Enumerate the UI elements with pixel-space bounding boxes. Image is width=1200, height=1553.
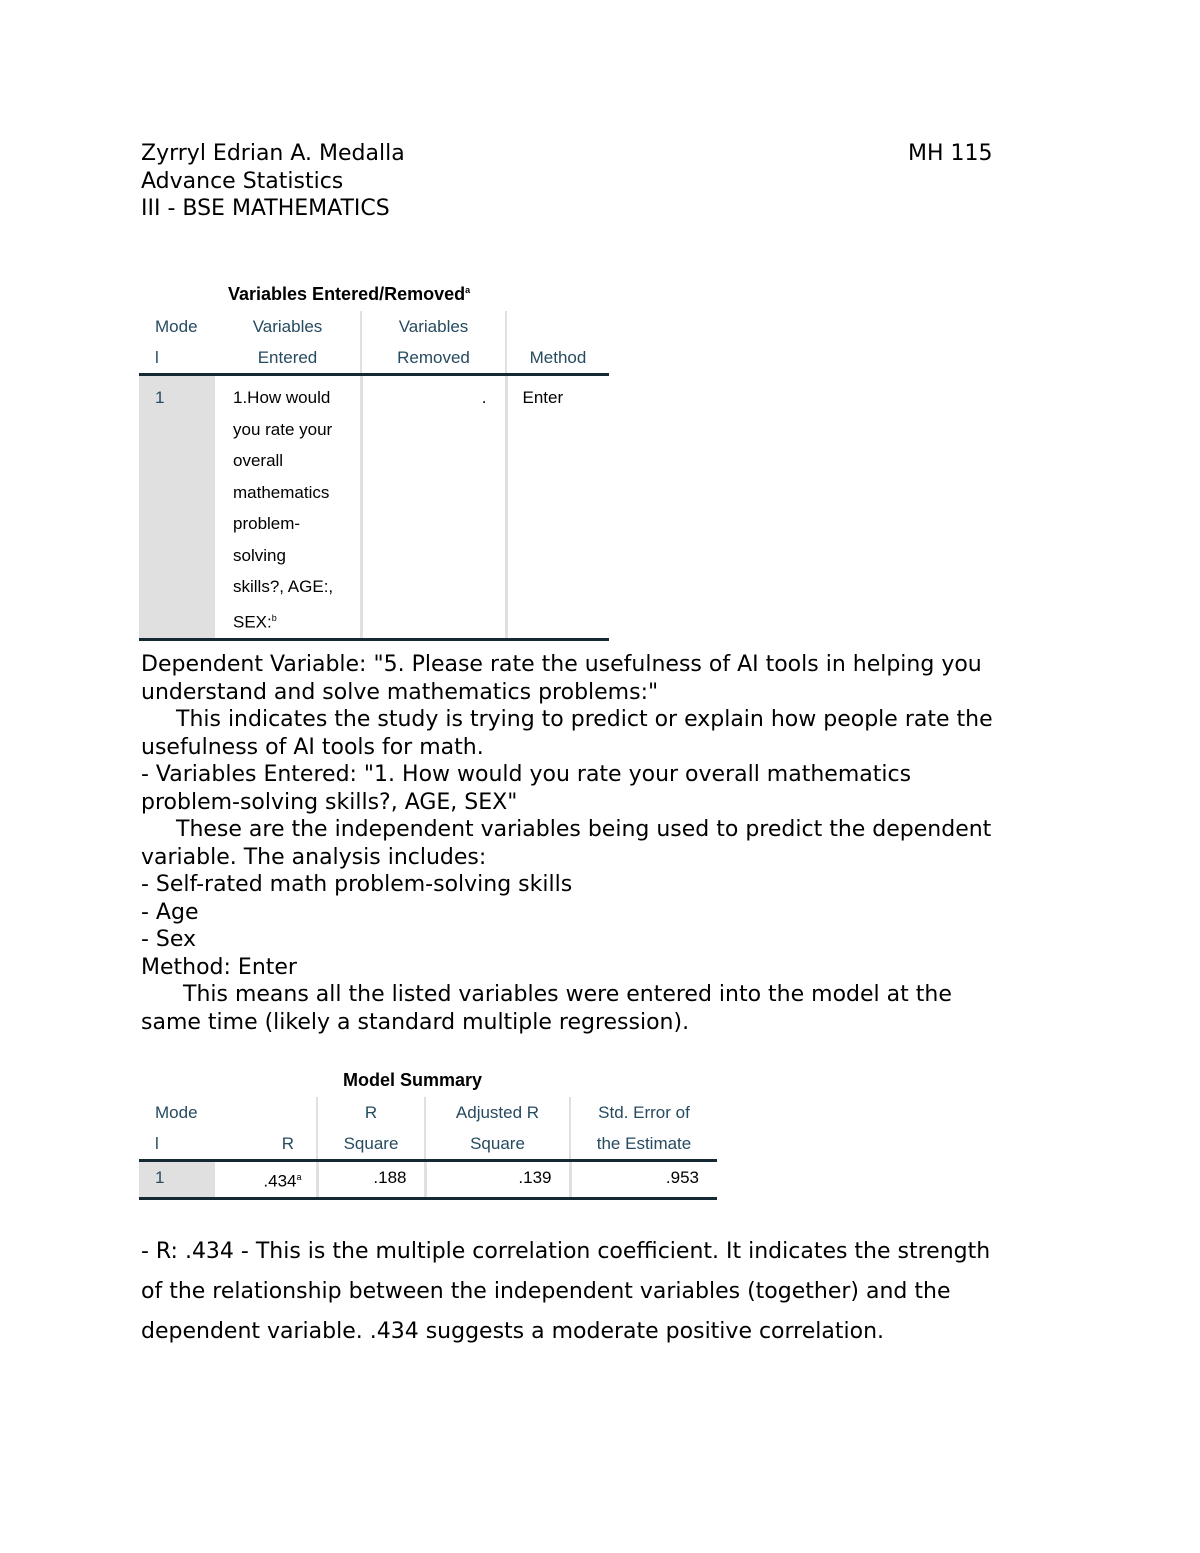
cell-std-error: .953 — [570, 1161, 717, 1199]
table1-title-footnote: a — [465, 285, 471, 295]
col-header-r-square: R Square — [317, 1097, 425, 1161]
col-header-model: Mode l — [155, 317, 198, 367]
row-model-number: 1 — [139, 375, 215, 640]
cell-variables-removed: . — [361, 375, 506, 640]
table1-title: Variables Entered/Removed$^a$ — [228, 284, 471, 304]
cell-r: .434$^a$ — [215, 1161, 317, 1199]
table2-grid — [139, 1097, 717, 1200]
interpretation-paragraph-1: Dependent Variable: "5. Please rate the usefulness of AI tools in helping you understand and solve mathematics problems:" This indicates the study is trying to predict or explain how people rate the usefulness of AI tools for math. - Variables Entered: "1. How would you rate your overall mathematics problem-solving skills?, AGE, SEX" These are the independent variables being used to predict the dependent variable. The analysis includes: - Self-rated math problem-solving skills - Age - Sex Method: Enter This means all the listed variables were entered into the model at the same time (likely a standard multiple regression). — [141, 652, 993, 1035]
table-row — [139, 375, 609, 640]
entered-footnote: b — [271, 612, 277, 623]
col-header-model: Mode l — [155, 1103, 198, 1153]
cell-r-square: .188 — [317, 1161, 425, 1199]
col-header-adjusted-r-square: Adjusted R Square — [425, 1097, 570, 1161]
course-code: MH 115 — [908, 141, 993, 166]
header-block — [141, 140, 405, 223]
table1-grid — [139, 311, 609, 641]
interpretation-paragraph-2: - R: .434 - This is the multiple correlation coefficient. It indicates the strength of the relationship between the independent variables (together) and the dependent variable. .434 suggests a moderate positive correlation. — [141, 1239, 991, 1344]
r-footnote: a — [296, 1172, 302, 1182]
table-row — [139, 1161, 717, 1199]
subject-line: Advance Statistics — [141, 168, 344, 194]
author-name: Zyrryl Edrian A. Medalla — [141, 141, 405, 166]
col-header-r: R — [281, 1134, 294, 1153]
table2-header-row — [139, 1097, 717, 1161]
col-header-method: Method — [506, 311, 609, 375]
table1-header-row — [139, 311, 609, 375]
col-header-variables-entered: Variables Entered — [252, 317, 323, 367]
cell-variables-entered: 1.How would you rate your overall mathematics problem- solving skills?, AGE:, SEX:$^b$ — [215, 375, 361, 640]
table2-title: Model Summary — [343, 1070, 483, 1090]
cell-method: Enter — [506, 375, 609, 640]
row-model-number: 1 — [139, 1161, 215, 1199]
section-line: III - BSE MATHEMATICS — [141, 196, 390, 221]
cell-adjusted-r-square: .139 — [425, 1161, 570, 1199]
col-header-std-error: Std. Error of the Estimate — [570, 1097, 717, 1161]
col-header-variables-removed: Variables Removed — [361, 311, 506, 375]
